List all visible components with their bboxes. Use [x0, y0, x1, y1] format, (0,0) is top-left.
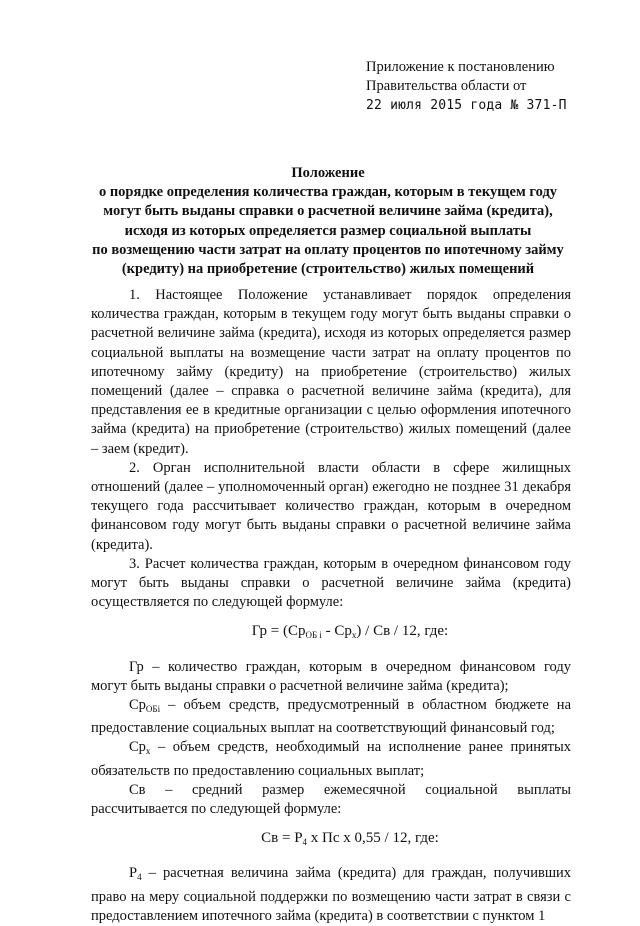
approval-block	[366, 58, 636, 115]
formula-gr-rhs: ) / Св / 12, где:	[356, 623, 449, 640]
formula-gr-lhs: Гр = (Ср	[251, 623, 306, 640]
title-line-4: исходя из которых определяется размер социальной выплаты	[124, 222, 532, 239]
p4-symbol: Р	[129, 865, 138, 882]
formula-sv-lhs: Св = Р	[261, 830, 303, 847]
paragraph-1: 1. Настоящее Положение устанавливает порядок определения количества граждан, которым в текущем году могут быть выданы справки о расчетной величине займа (кредита), исходя из которых определяется размер социальной выплаты на возмещение части затрат на оплату процентов по ипотечному займу (кредиту) на приобретение (строительство) жилых помещений (далее – справка о расчетной величине займа (кредита), для представления ее в кредитные организации с целью оформления ипотечного займа (кредита) на приобретение (строительство) жилых помещений (далее – заем (кредит).	[91, 287, 571, 457]
document-body	[91, 286, 571, 926]
sr-ob-subscript: ОБi	[145, 704, 161, 715]
formula-gr-sub-x: х	[351, 630, 357, 641]
title-line-3: могут быть выданы справки о расчетной величине займа (кредита),	[103, 203, 553, 220]
definition-sr-ob	[91, 696, 571, 738]
title-line-2: о порядке определения количества граждан, которым в текущем году	[98, 184, 558, 201]
title-line-6: (кредиту) на приобретение (строительство) жилых помещений	[121, 261, 535, 278]
title-line-1: Положение	[291, 165, 365, 181]
definition-sr-x	[91, 738, 571, 780]
sr-x-text: – объем средств, необходимый на исполнение ранее принятых обязательств по предоставлению социальных выплат;	[91, 739, 571, 779]
formula-gr	[91, 622, 571, 645]
formula-gr-sub-ob: ОБ i	[305, 630, 322, 641]
sr-ob-text: – объем средств, предусмотренный в областном бюджете на предоставление социальных выплат на соответствующий финансовый год;	[91, 697, 571, 737]
approval-line-2: Правительства области от	[366, 78, 527, 94]
title-line-5: по возмещению части затрат на оплату процентов по ипотечному займу	[92, 241, 564, 258]
sr-x-symbol: Ср	[129, 739, 146, 756]
document-title	[86, 164, 570, 279]
sr-ob-symbol: Ср	[129, 697, 146, 714]
sr-x-subscript: х	[145, 746, 151, 757]
approval-line-1: Приложение к постановлению	[366, 59, 555, 75]
p4-subscript: 4	[137, 872, 142, 883]
formula-sv-rhs: х Пс х 0,55 / 12, где:	[307, 830, 439, 847]
p4-text: – расчетная величина займа (кредита) для граждан, получивших право на меру социальной поддержки по возмещению части затрат в связи с предоставлением ипотечного займа (кредита) в соответствии с пунктом 1	[91, 865, 571, 924]
formula-sv-sub: 4	[302, 837, 308, 848]
formula-gr-mid: - Ср	[321, 623, 352, 640]
definition-p4	[91, 864, 571, 926]
definition-sv: Св – средний размер ежемесячной социальной выплаты рассчитывается по следующей формуле:	[91, 781, 571, 818]
paragraph-2: 2. Орган исполнительной власти области в сфере жилищных отношений (далее – уполномоченный орган) ежегодно не позднее 31 декабря текущего года рассчитывает количество граждан, которым в очередном финансовом году могут быть выданы справки о расчетной величине займа (кредита).	[91, 459, 571, 553]
formula-sv	[91, 829, 571, 852]
definition-gr: Гр – количество граждан, которым в очередном финансовом году могут быть выданы справки о расчетной величине займа (кредита);	[91, 658, 571, 694]
paragraph-3: 3. Расчет количества граждан, которым в очередном финансовом году могут быть выданы справки о расчетной величине займа (кредита) осуществляется по следующей формуле:	[91, 555, 571, 611]
approval-line-3: 22 июля 2015 года № 371-П	[366, 98, 567, 113]
